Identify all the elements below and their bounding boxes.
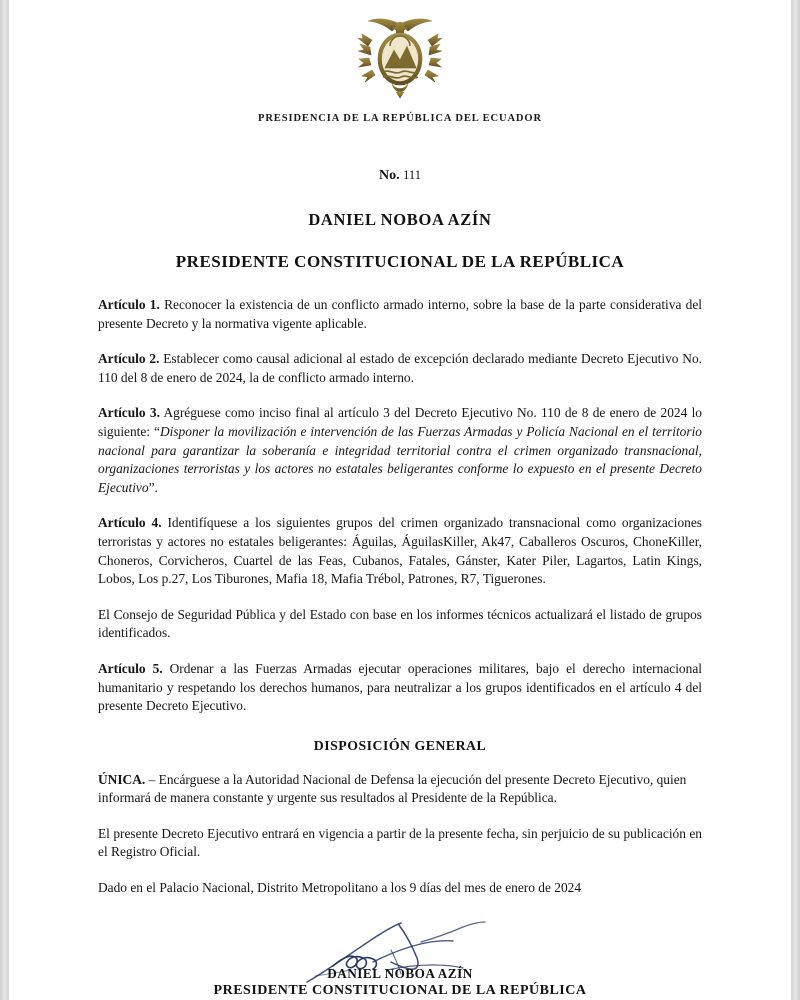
article-1-text: Reconocer la existencia de un conflicto armado interno, sobre la base de la parte considerativa del presente Decreto y la normativa vigente aplicable.	[98, 297, 702, 331]
president-title-heading: PRESIDENTE CONSTITUCIONAL DE LA REPÚBLICA	[175, 252, 625, 271]
article-1-label: Artículo 1.	[98, 297, 160, 312]
article-5-paragraph	[98, 660, 702, 716]
unica-paragraph	[98, 771, 702, 808]
article-3-text: Agréguese como inciso final al artículo 3 del Decreto Ejecutivo No. 110 de 8 de enero de 2024 lo siguiente: “	[98, 405, 702, 439]
security-council-paragraph	[98, 606, 702, 643]
document-header	[9, 0, 791, 124]
article-2-text: Establecer como causal adicional al estado de excepción declarado mediante Decreto Ejecutivo No. 110 del 8 de enero de 2024, la de conflicto armado interno.	[98, 351, 702, 385]
place-date-paragraph	[98, 879, 702, 898]
decree-number-value: 111	[403, 168, 421, 182]
institution-name: PRESIDENCIA DE LA REPÚBLICA DEL ECUADOR	[258, 113, 542, 124]
decree-document-page	[9, 0, 791, 1000]
signatory-name: DANIEL NOBOA AZÍN	[327, 965, 473, 981]
article-4-paragraph	[98, 514, 702, 588]
security-council-text: El Consejo de Seguridad Pública y del Estado con base en los informes técnicos actualizará el listado de grupos identificados.	[98, 606, 702, 641]
article-1-paragraph	[98, 296, 702, 333]
signatory-role: PRESIDENTE CONSTITUCIONAL DE LA REPÚBLICA	[213, 982, 587, 998]
ecuador-coat-of-arms-icon	[352, 14, 448, 102]
unica-label: ÚNICA.	[98, 771, 146, 787]
article-3-text-after: ”.	[148, 479, 158, 495]
president-name-heading: DANIEL NOBOA AZÍN	[308, 210, 492, 229]
place-date-text: Dado en el Palacio Nacional, Distrito Metropolitano a los 9 días del mes de enero de 2024	[98, 880, 582, 896]
unica-text: – Encárguese a la Autoridad Nacional de Defensa la ejecución del presente Decreto Ejecutivo, quien informará de manera constante y urgente sus resultados al Presidente de la República.	[98, 771, 687, 806]
article-5-text: Ordenar a las Fuerzas Armadas ejecutar operaciones militares, bajo el derecho internacional humanitario y respetando los derechos humanos, para neutralizar a los grupos identificados en el artículo 4 del presente Decreto Ejecutivo.	[98, 660, 702, 714]
validity-paragraph	[98, 825, 702, 862]
article-2-paragraph	[98, 350, 702, 387]
decree-number	[9, 168, 791, 184]
disposition-general-heading: DISPOSICIÓN GENERAL	[313, 737, 487, 753]
article-3-label: Artículo 3.	[98, 405, 160, 421]
document-body	[98, 296, 702, 1000]
article-2-label: Artículo 2.	[98, 351, 160, 367]
scan-edge-left	[0, 0, 9, 1000]
article-5-label: Artículo 5.	[98, 660, 163, 676]
article-4-text: Identifíquese a los siguientes grupos del crimen organizado transnacional como organizaciones terroristas y actores no estatales beligerantes: Águilas, ÁguilasKiller, Ak47, Caballeros Oscuros, ChoneKiller, Choneros, Corvicheros, Cuartel de las Feas, Cubanos, Fatales, Gánster, Kater Piler, Lagartos, Latin Kings, Lobos, Los p.27, Los Tiburones, Mafia 18, Mafia Trébol, Patrones, R7, Tiguerones.	[98, 515, 702, 587]
article-3-paragraph	[98, 404, 702, 497]
article-4-label: Artículo 4.	[98, 515, 162, 531]
article-3-quote: Disponer la movilización e intervención de las Fuerzas Armadas y Policía Nacional en el territorio nacional para garantizar la soberanía e integridad territorial contra el crimen organizado transnacional, organizaciones terroristas y los actores no estatales beligerantes conforme lo expuesto en el presente Decreto Ejecutivo	[98, 423, 702, 495]
scan-edge-right	[791, 0, 800, 1000]
validity-text: El presente Decreto Ejecutivo entrará en vigencia a partir de la presente fecha, sin perjuicio de su publicación en el Registro Oficial.	[98, 825, 702, 860]
signature-names	[98, 966, 702, 999]
decree-number-label: No.	[379, 168, 400, 183]
signature-block	[98, 924, 702, 1000]
